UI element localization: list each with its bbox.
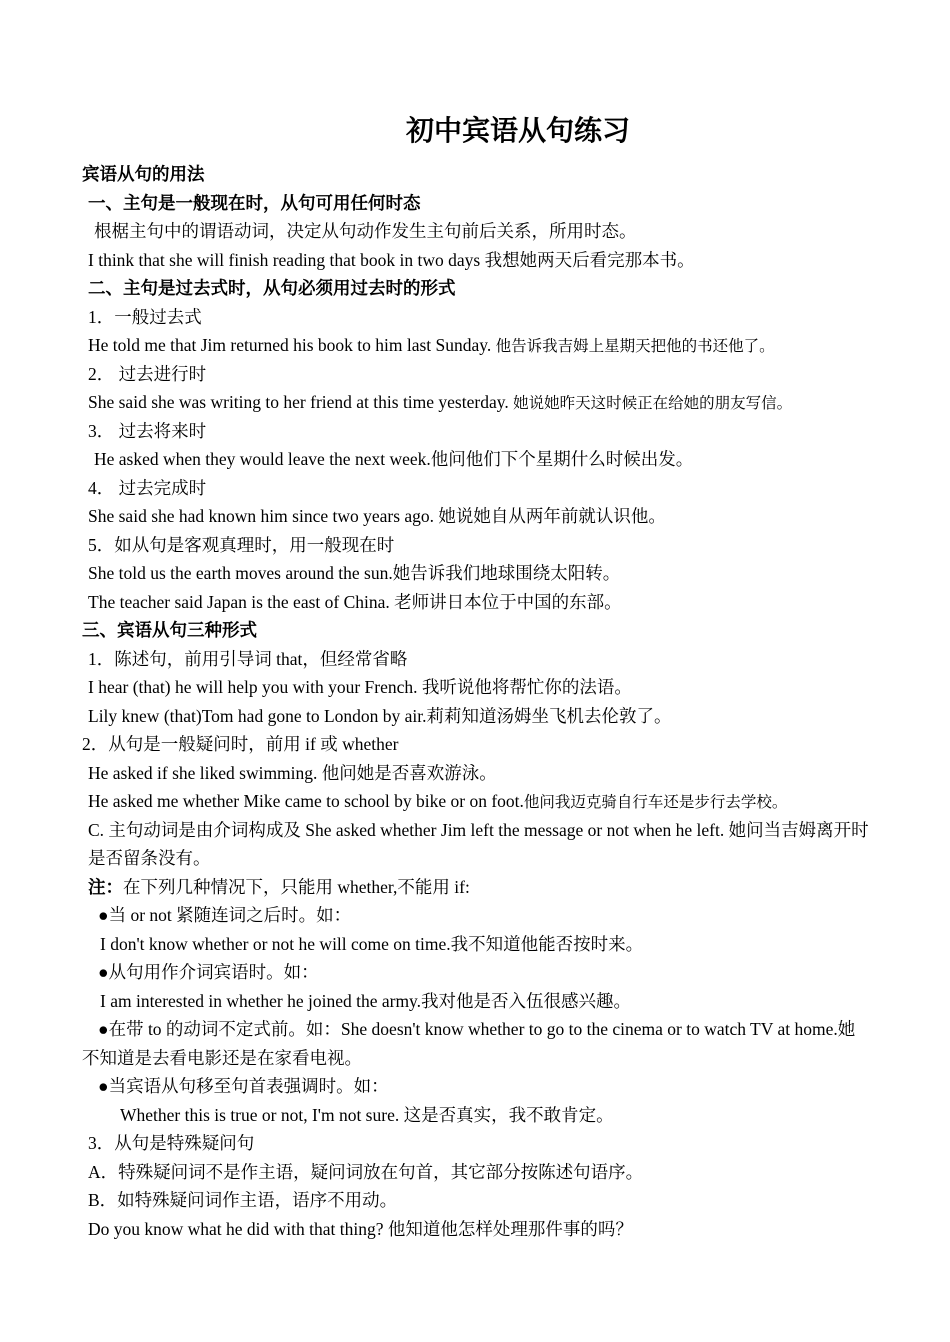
- example-translation: 他告诉我吉姆上星期天把他的书还他了。: [495, 338, 775, 355]
- note-label: 注：: [88, 876, 123, 897]
- example-english: He told me that Jim returned his book to him last Sunday.: [88, 335, 492, 355]
- example-sentence: She told us the earth moves around the sun.她告诉我们地球围绕太阳转。: [88, 563, 621, 583]
- subheading-present-tense: 一、主句是一般现在时，从句可用任何时态: [88, 192, 421, 213]
- example-sentence: He asked when they would leave the next week.他问他们下个星期什么时候出发。: [94, 449, 694, 469]
- list-item-label: 2． 过去进行时: [88, 363, 207, 384]
- list-item-label: 1．陈述句，前用引导词 that，但经常省略: [88, 648, 408, 669]
- example-sentence: She said she had known him since two years ago. 她说她自从两年前就认识他。: [88, 506, 666, 526]
- bullet-item: ●当宾语从句移至句首表强调时。如：: [98, 1076, 389, 1096]
- section-heading: 宾语从句的用法: [82, 164, 205, 184]
- example-translation: 他问我迈克骑自行车还是步行去学校。: [523, 794, 788, 811]
- paragraph-line: 根椐主句中的谓语动词，决定从句动作发生主句前后关系，所用时态。: [94, 221, 637, 241]
- example-sentence: I hear (that) he will help you with your French. 我听说他将帮忙你的法语。: [88, 677, 632, 697]
- subheading-past-tense: 二、主句是过去式时，从句必须用过去时的形式: [88, 278, 456, 298]
- bullet-text: ●在带 to 的动词不定式前。如：She doesn't know whether to go to the cinema or to watch TV at home.她不知道是去看电影还是在家看电视。: [82, 1019, 856, 1068]
- example-english: She said she was writing to her friend at this time yesterday.: [88, 392, 509, 412]
- document-body: [82, 160, 872, 1243]
- paragraph-line: C. 主句动词是由介词构成及 She asked whether Jim left the message or not when he left. 她问当吉姆离开时是否留条没有。: [88, 819, 869, 868]
- example-sentence: He asked if she liked swimming. 他问她是否喜欢游泳。: [88, 762, 497, 783]
- example-sentence: The teacher said Japan is the east of China. 老师讲日本位于中国的东部。: [88, 591, 622, 612]
- example-sentence: I think that she will finish reading that book in two days 我想她两天后看完那本书。: [88, 249, 695, 270]
- example-sentence: [82, 388, 872, 417]
- example-sentence: [82, 331, 872, 360]
- list-item-label: 4． 过去完成时: [88, 477, 207, 498]
- example-sentence: Lily knew (that)Tom had gone to London by air.莉莉知道汤姆坐飞机去伦敦了。: [88, 705, 672, 726]
- bullet-item: ●当 or not 紧随连词之后时。如：: [98, 905, 352, 925]
- list-item-label: 2．从句是一般疑问时，前用 if 或 whether: [82, 734, 399, 754]
- paragraph-line: A．特殊疑问词不是作主语，疑问词放在句首，其它部分按陈述句语序。: [88, 1161, 644, 1182]
- example-translation: 她说她昨天这时候正在给她的朋友写信。: [513, 395, 793, 412]
- page-title: 初中宾语从句练习: [405, 116, 630, 147]
- note-line: [82, 873, 872, 902]
- bullet-item: [82, 1015, 872, 1072]
- list-item-label: 5．如从句是客观真理时，用一般现在时: [88, 534, 395, 555]
- example-sentence: Whether this is true or not, I'm not sure. 这是否真实，我不敢肯定。: [120, 1104, 614, 1125]
- example-english: He asked me whether Mike came to school by bike or on foot.: [88, 791, 524, 811]
- example-sentence: I don't know whether or not he will come on time.我不知道他能否按时来。: [100, 933, 644, 954]
- list-item-label: 3．从句是特殊疑问句: [88, 1133, 255, 1153]
- list-item-label: 3． 过去将来时: [88, 420, 207, 441]
- note-text: 在下列几种情况下，只能用 whether,不能用 if:: [123, 876, 470, 897]
- example-sentence: [82, 787, 872, 816]
- example-sentence: I am interested in whether he joined the army.我对他是否入伍很感兴趣。: [100, 990, 632, 1011]
- list-item-label: 1．一般过去式: [88, 306, 202, 327]
- paragraph-line: B．如特殊疑问词作主语，语序不用动。: [88, 1190, 398, 1210]
- example-sentence: Do you know what he did with that thing? 他知道他怎样处理那件事的吗？: [88, 1218, 633, 1239]
- subheading-three-forms: 三、宾语从句三种形式: [82, 620, 257, 640]
- bullet-item: ●从句用作介词宾语时。如：: [98, 962, 319, 982]
